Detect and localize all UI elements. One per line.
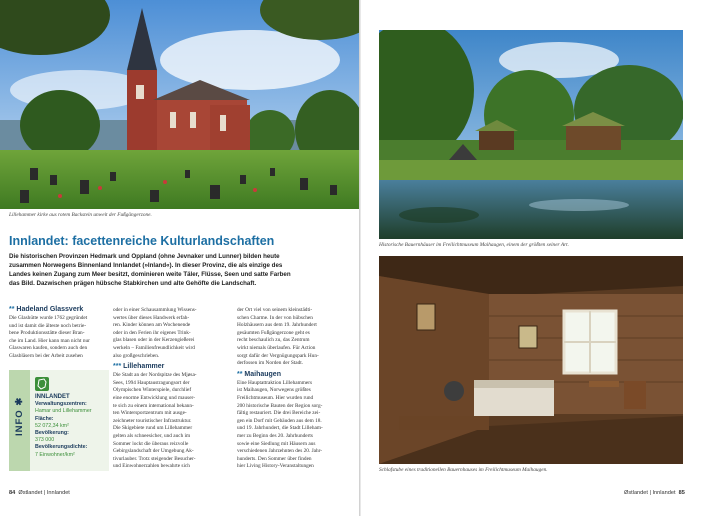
text-column-3: [237, 307, 354, 471]
body-line: Gebirgslandschaft der Umgebung Ak-: [113, 448, 194, 455]
body-line: wertes über dieses Handwerk erfah-: [113, 314, 190, 321]
body-line: tivurlauber. Trotz steigender Besucher-: [113, 455, 196, 462]
page-number-left: 84: [9, 490, 16, 496]
info-box: [9, 370, 109, 471]
body-line: also großgeschrieben.: [113, 352, 160, 359]
left-footer: [9, 490, 70, 496]
body-line: fältig restauriert. Die drei Bereiche zei-: [237, 410, 321, 417]
right-footer: [624, 490, 685, 496]
body-line: gen ein Dorf mit Gebäuden aus dem 18.: [237, 417, 322, 424]
page-number-right: 85: [678, 490, 685, 496]
body-line: und ist damit die älteste noch betrie-: [9, 322, 87, 329]
body-line: ten Wintersportzentrum mit ausge-: [113, 410, 187, 417]
footer-section: Østlandet | Innlandet: [624, 490, 676, 496]
body-line: gesäumten Fußgängerzone geht es: [237, 329, 310, 336]
rating-stars: **: [237, 370, 243, 378]
body-line: Sommer lockt die überaus reizvolle: [113, 440, 189, 447]
subhead-text: Hadeland Glassverk: [16, 306, 84, 313]
lead-line: das Bild. Dazwischen prägen hübsche Stabkirchen und alte Gehöfte die Landschaft.: [9, 280, 257, 288]
info-value: Hamar und Lillehammer: [35, 408, 92, 415]
body-line: 200 historische Bauten der Region sorg-: [237, 402, 323, 409]
info-label: Verwaltungszentren:: [35, 401, 87, 408]
subhead-lillehammer: [113, 362, 233, 371]
lead-line: Landes keinen Zugang zum Meer besitzt, dominieren weite Täler, Flüsse, Seen und satte Farben: [9, 271, 291, 279]
body-line: mer zu Beginn des 20. Jahrhunderts: [237, 432, 313, 439]
farmhouse-pond-photo: [379, 30, 683, 239]
church-photo-caption: Lillehammer kirke aus rotem Backstein unweit der Fußgängerzone.: [9, 212, 152, 218]
body-line: Glasbläsern bei der Arbeit zusehen: [9, 352, 83, 359]
body-line: und Einwohnerzahlen bewahrte sich: [113, 463, 190, 470]
body-line: der Ort viel von seinem kleinstädti-: [237, 307, 313, 313]
body-line: Eine Hauptattraktion Lillehammers: [237, 379, 313, 386]
body-line: ren. Kinder können am Wochenende: [113, 322, 191, 329]
text-column-1: [9, 305, 109, 361]
subhead-hadeland: [9, 305, 109, 314]
article-lead: [9, 252, 349, 288]
body-line: und 19. Jahrhundert, die Stadt Lilleham-: [237, 425, 323, 432]
info-label: Bevölkerungsdichte:: [35, 444, 88, 451]
footer-section: Østlandet | Innlandet: [18, 490, 70, 496]
body-line: ist Maihaugen, Norwegens größtes: [237, 387, 311, 394]
body-line: Die Stadt an der Nordspitze des Mjøsa-: [113, 372, 197, 379]
body-line: werkeln – Familienfreundlichkeit wird: [113, 344, 195, 351]
info-label: Fläche:: [35, 415, 54, 422]
body-line: zeichneter touristischer Infrastruktur.: [113, 417, 192, 424]
lead-line: zusammen Norwegens Binnenland Innlandet (»Inland«). In dieser Provinz, die als einzige des: [9, 262, 283, 270]
body-line: oder in den Ferien ihr eigenes Trink-: [113, 329, 191, 336]
rating-stars: ***: [113, 363, 122, 371]
subhead-maihaugen: [237, 370, 354, 379]
lead-line: Die historischen Provinzen Hedmark und Oppland (ohne Jevnaker und Lunner) bilden heute: [9, 253, 280, 260]
info-value: 373 000: [35, 437, 55, 444]
body-line: Freilichtmuseum. Hier wurden rund: [237, 394, 314, 401]
body-line: Olympischen Winterspiele, durchlief: [113, 387, 192, 394]
church-photo: [0, 0, 359, 209]
body-line: derfossen im Norden der Stadt.: [237, 360, 304, 367]
body-line: Sees, 1994 Hauptaustragungsort der: [113, 379, 190, 386]
region-icon: [35, 377, 49, 391]
body-line: Glaswaren kaufen, sondern auch den: [9, 345, 88, 352]
info-title: INNLANDET: [35, 394, 70, 400]
text-column-2: [113, 307, 233, 471]
interior-photo-caption: Schlafstube eines traditionellen Bauernhauses im Freilichtmuseum Maihaugen.: [379, 467, 548, 473]
body-line: oder in einer Schausammlung Wissens-: [113, 307, 197, 313]
interior-room-photo: [379, 256, 683, 464]
info-value: 52 072,34 km²: [35, 422, 69, 429]
body-line: Die Glashütte wurde 1762 gegründet: [9, 315, 88, 321]
body-line: recht beschaulich zu, das Zentrum: [237, 337, 310, 344]
article-headline: Innlandet: facettenreiche Kulturlandschaften: [9, 234, 275, 248]
body-line: te sich zu einem international bekann-: [113, 402, 194, 409]
body-line: gelten als schneesicher, und auch im: [113, 432, 191, 439]
body-line: bene Produktionsstätte dieser Bran-: [9, 330, 85, 337]
info-tab: [9, 370, 30, 471]
subhead-text: Lillehammer: [123, 363, 165, 371]
body-line: schen Charme. In der von hübschen: [237, 314, 313, 321]
body-line: sowie eine Siedlung mit Häusern aus: [237, 440, 316, 447]
farmhouse-photo-caption: Historische Bauernhäuser im Freilichtmuseum Maihaugen, einem der größten seiner Art.: [379, 242, 569, 248]
rating-stars: **: [9, 306, 15, 313]
info-label: Bevölkerung:: [35, 430, 69, 437]
subhead-text: Maihaugen: [244, 370, 281, 378]
body-line: hier Living History-Veranstaltungen: [237, 463, 314, 470]
body-line: Holzhäusern aus dem 19. Jahrhundert: [237, 322, 317, 329]
body-line: verschiedenen Jahrzehnten des 20. Jahr-: [237, 448, 323, 455]
body-line: eine enorme Entwicklung und mauser-: [113, 394, 195, 401]
info-value: 7 Einwohner/km²: [35, 451, 75, 458]
body-line: sorgt dafür der Vergnügungspark Hun-: [237, 352, 319, 359]
body-line: glas blasen oder in der Kerzengießerei: [113, 337, 195, 344]
body-line: hunderts. Den Sommer über finden: [237, 455, 312, 462]
gutter: [359, 0, 361, 516]
body-line: che im Land. Hier kann man nicht nur: [9, 337, 90, 344]
info-tab-label: INFO ✱: [14, 396, 25, 436]
body-line: wirkt niemals überlaufen. Für Action: [237, 344, 316, 351]
body-line: Die Skigebiete rund um Lillehammer: [113, 425, 193, 432]
info-content: [35, 394, 107, 459]
